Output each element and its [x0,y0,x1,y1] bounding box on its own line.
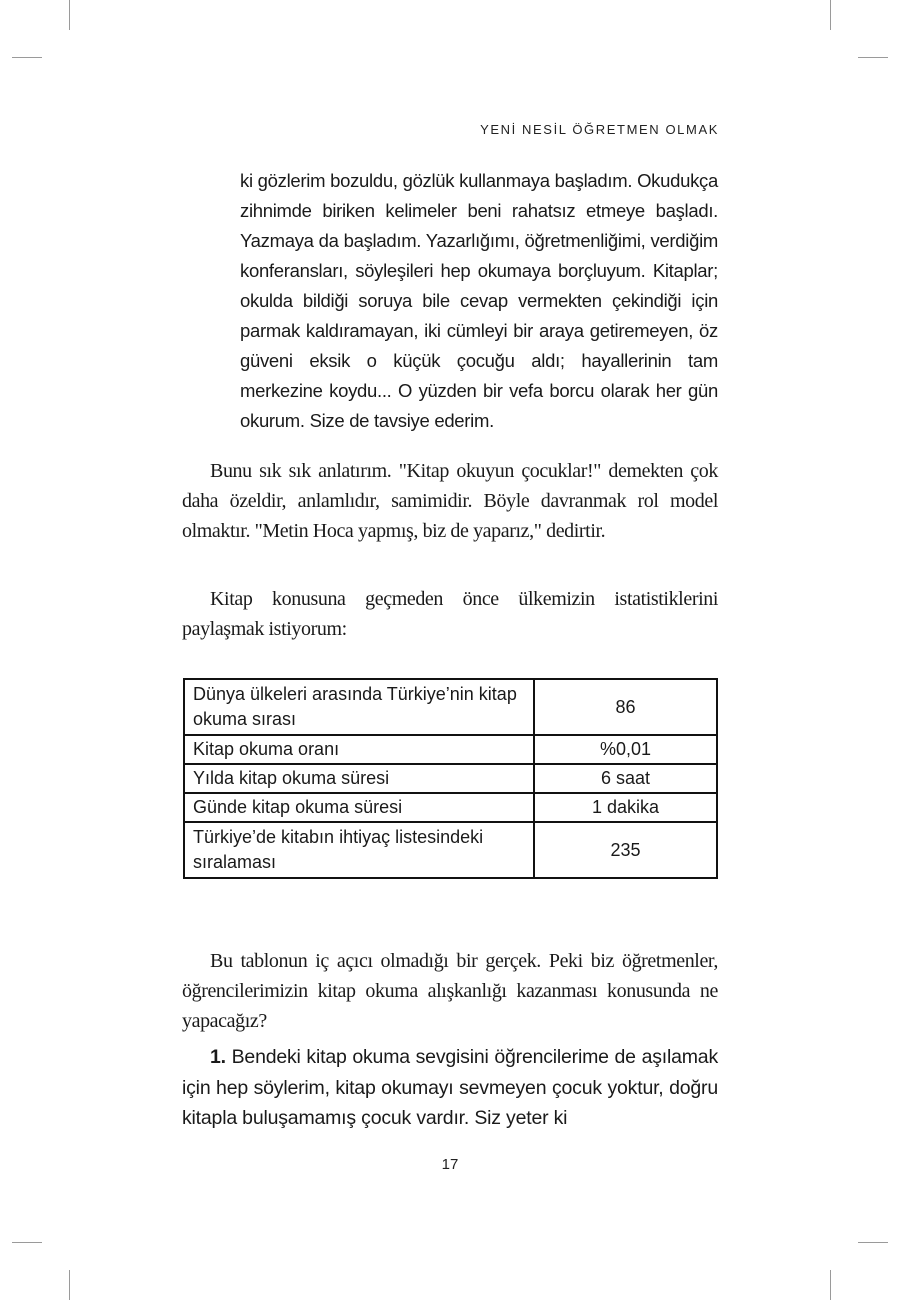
body-paragraph-1: Bunu sık sık anlatırım. "Kitap okuyun çocuklar!" demekten çok daha özeldir, anlamlıdır, samimidir. Böyle davranmak rol model olmaktır. "Metin Hoca yapmış, biz de yaparız," dedirtir. [182,460,718,542]
running-head: YENİ NESİL ÖĞRETMEN OLMAK [480,122,719,137]
item-number: 1. [210,1046,226,1068]
table-row [184,679,717,735]
crop-mark [12,1242,42,1243]
crop-mark [830,0,831,30]
table-cell-value: 1 dakika [534,793,717,822]
table-cell-value: 6 saat [534,764,717,793]
table-row [184,793,717,822]
statistics-table [183,678,718,879]
table-cell-value: 86 [534,679,717,735]
table-cell-value: 235 [534,822,717,878]
crop-mark [858,1242,888,1243]
numbered-item-1 [182,1042,718,1134]
table-cell-label: Türkiye’de kitabın ihtiyaç listesindeki sıralaması [184,822,534,878]
table-cell-label: Yılda kitap okuma süresi [184,764,534,793]
table-cell-label: Kitap okuma oranı [184,735,534,764]
body-paragraph-3: Bu tablonun iç açıcı olmadığı bir gerçek. Peki biz öğretmenler, öğrencilerimizin kitap okuma alışkanlığı kazanması konusunda ne yapacağız? [182,950,718,1032]
crop-mark [830,1270,831,1300]
table-cell-value: %0,01 [534,735,717,764]
body-paragraph-2: Kitap konusuna geçmeden önce ülkemizin istatistiklerini paylaşmak istiyorum: [182,588,718,640]
crop-mark [69,1270,70,1300]
crop-mark [12,57,42,58]
crop-mark [858,57,888,58]
table-row [184,764,717,793]
block-quote: ki gözlerim bozuldu, gözlük kullanmaya başladım. Okudukça zihnimde biriken kelimeler beni rahatsız etmeye başladı. Yazmaya da başladım. Yazarlığımı, öğretmenliğimi, verdiğim konferansları, söyleşileri hep okumaya borçluyum. Kitaplar; okulda bildiği soruya bile cevap vermekten çekindiği için parmak kaldıramayan, iki cümleyi bir araya getiremeyen, öz güveni eksik o küçük çocuğu aldı; hayallerinin tam merkezine koydu... O yüzden bir vefa borcu olarak her gün okurum. Size de tavsiye ederim. [240,170,718,431]
table-row [184,735,717,764]
page-number: 17 [441,1156,459,1173]
table-cell-label: Dünya ülkeleri arasında Türkiye’nin kitap okuma sırası [184,679,534,735]
table-row [184,822,717,878]
crop-mark [69,0,70,30]
item-text: Bendeki kitap okuma sevgisini öğrencilerime de aşılamak için hep söylerim, kitap okumayı sevmeyen çocuk yoktur, doğru kitapla buluşamamış çocuk vardır. Siz yeter ki [182,1046,719,1129]
table-cell-label: Günde kitap okuma süresi [184,793,534,822]
